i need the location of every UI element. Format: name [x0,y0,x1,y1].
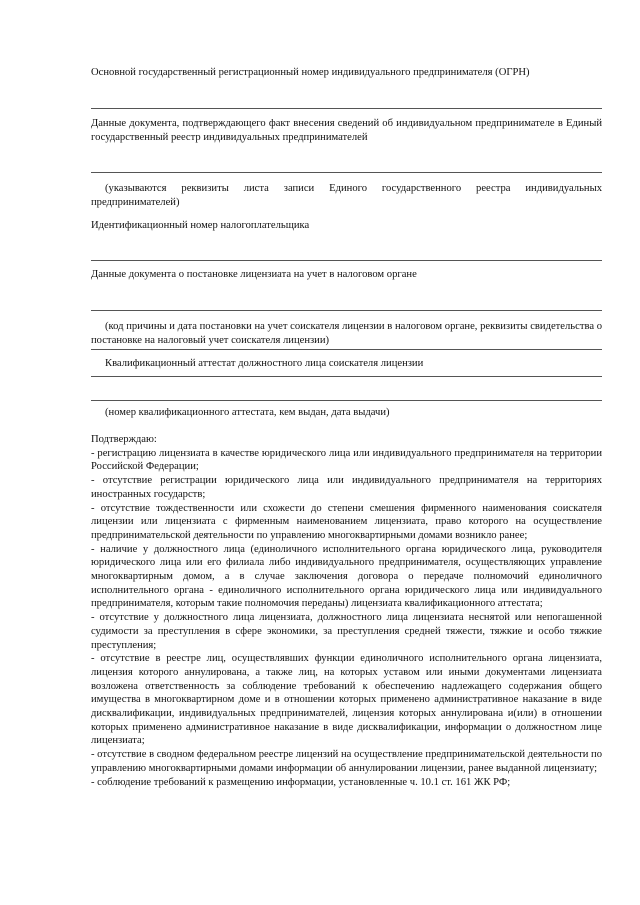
confirmation-block [91,433,602,789]
confirmation-heading: Подтверждаю: [91,434,157,445]
list-item: - отсутствие у должностного лица лицензиата, должностного лица лицензиата неснятой или непогашенной судимости за преступления в сфере экономики, за преступления средней тяжести, тяжкие и особо тяжкие преступления; [91,612,602,651]
list-item: - отсутствие регистрации юридического лица или индивидуального предпринимателя на территориях иностранных государств; [91,475,602,500]
egrip-field-line [91,172,602,173]
qualification-hint: (номер квалификационного аттестата, кем выдан, дата выдачи) [105,407,390,418]
qualification-label: Квалификационный аттестат должностного лица соискателя лицензии [105,358,424,369]
list-item: - соблюдение требований к размещению информации, установленные ч. 10.1 ст. 161 ЖК РФ; [91,776,511,788]
ogrn-field-line [91,108,602,109]
list-item: - отсутствие тождественности или схожести до степени смешения фирменного наименования соискателя лицензии или лицензиата с фирменным наименованием лицензиата, право которого на осуществление предпринимательской деятельности по управлению многоквартирными домами возникло ранее; [91,502,602,541]
inn-field-line [91,260,602,261]
egrip-document-label: Данные документа, подтверждающего факт внесения сведений об индивидуальном предпринимателе в Единый государственный реестр индивидуальных предпринимателей [91,118,602,143]
inn-label: Идентификационный номер налогоплательщика [91,220,310,231]
tax-field-line [91,310,602,311]
tax-hint: (код причины и дата постановки на учет соискателя лицензии в налоговом органе, реквизиты свидетельства о постановке на налоговый учет соискателя лицензии) [91,321,602,346]
ogrn-label: Основной государственный регистрационный номер индивидуального предпринимателя (ОГРН) [91,67,530,78]
qualification-line-1 [91,376,602,377]
tax-hint-line [91,349,602,350]
list-item: - отсутствие в сводном федеральном реестре лицензий на осуществление предпринимательской деятельности по управлению многоквартирными домами информации об аннулировании лицензии, ранее выданной лицензиату; [91,749,602,774]
egrip-hint: (указываются реквизиты листа записи Единого государственного реестра индивидуальных предпринимателей) [91,183,602,208]
list-item: - наличие у должностного лица (единоличного исполнительного органа юридического лица, руководителя юридического лица или его филиала либо индивидуального предпринимателя, осуществляющих управление многоквартирным домом, а в случае заключения договора о передаче полномочий единоличного исполнительного органа - единоличного исполнительного органа юридического лица или индивидуального предпринимателя, которым такие полномочия переданы) лицензиата квалификационного аттестата; [91,543,602,610]
list-item: - отсутствие в реестре лиц, осуществлявших функции единоличного исполнительного органа лицензиата, лицензия которого аннулирована, а также лиц, на которых уставом или иными документами лицензиата возложена ответственность за соблюдение требований к обеспечению надлежащего содержания общего имущества в многоквартирном доме и в отношении которых применено административное наказание в виде дисквалификации, индивидуальных предпринимателей, лицензия которых аннулирована и(или) в отношении которых применено административное наказание в виде дисквалификации, информации о должностном лице лицензиата; [91,653,602,747]
tax-document-label: Данные документа о постановке лицензиата на учет в налоговом органе [91,269,417,280]
qualification-line-2 [91,400,602,401]
list-item: - регистрацию лицензиата в качестве юридического лица или индивидуального предпринимателя на территории Российской Федерации; [91,447,602,473]
